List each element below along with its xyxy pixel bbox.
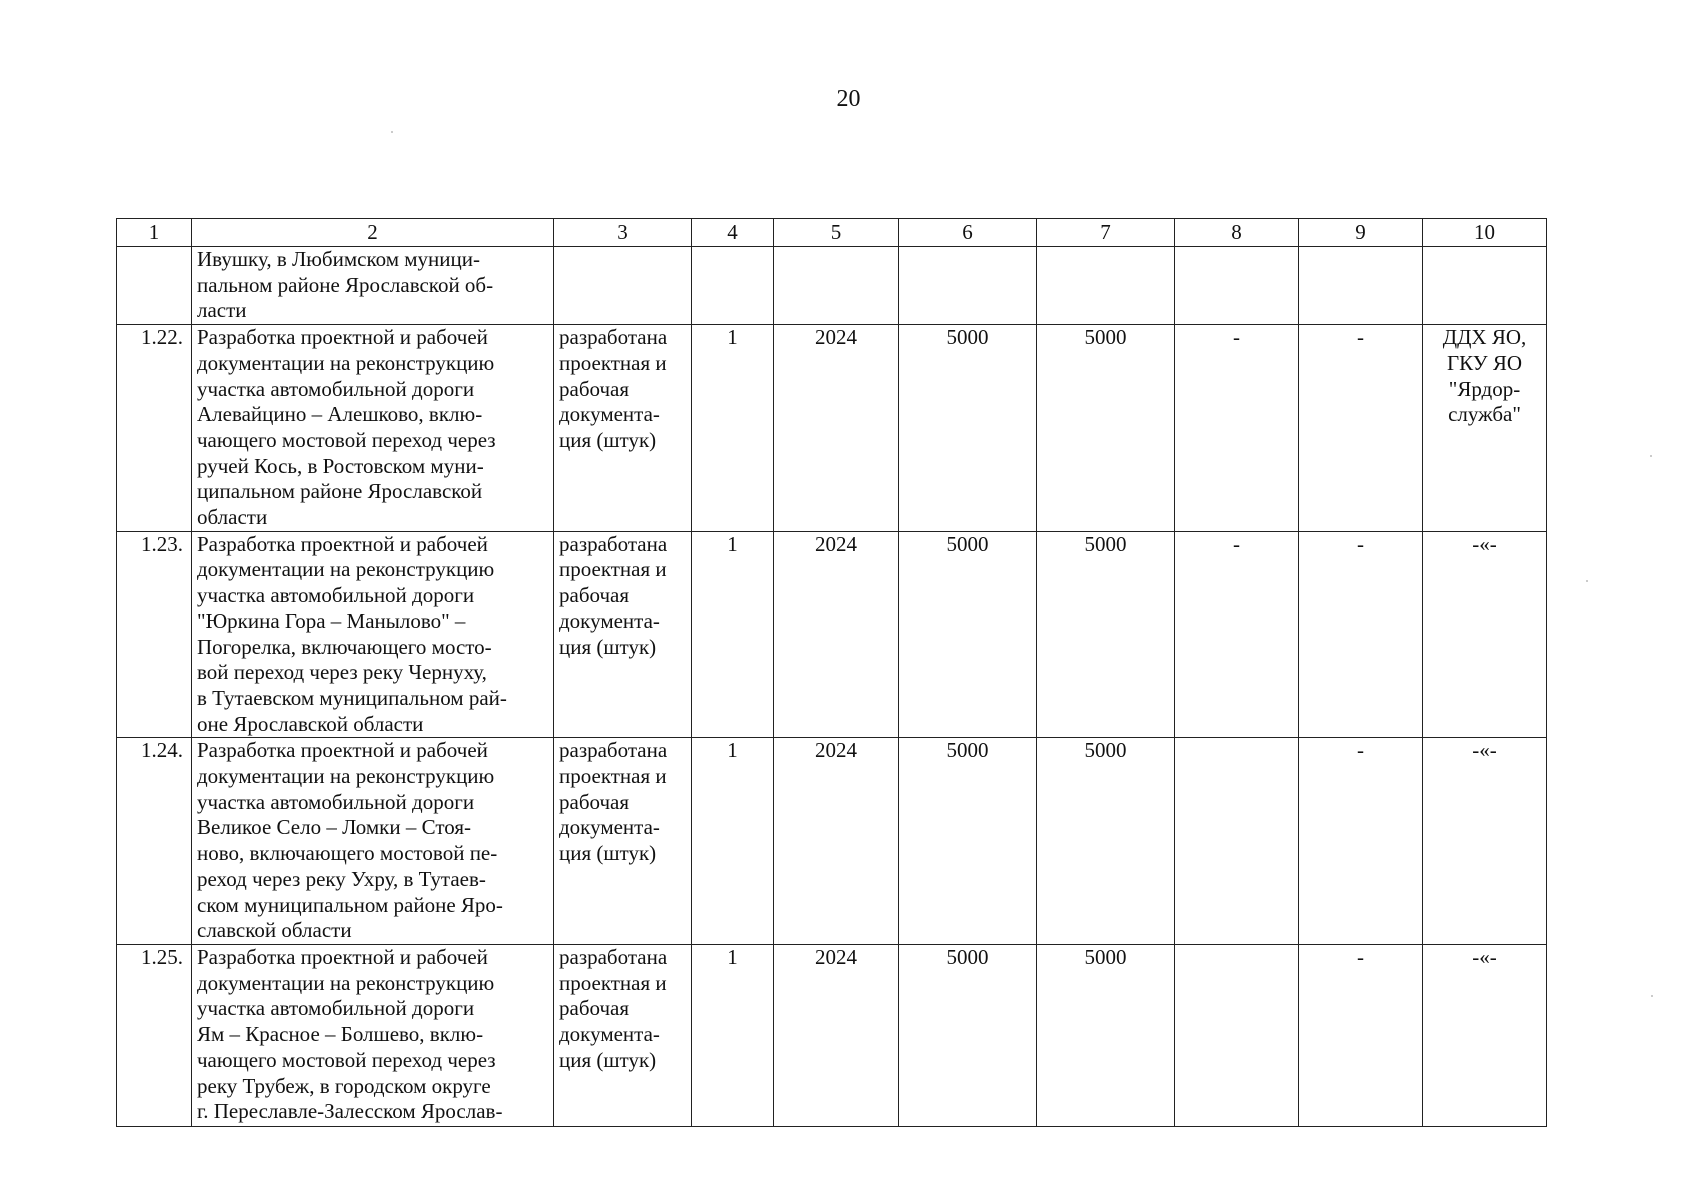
- column-number: 7: [1037, 219, 1175, 247]
- scan-speck: [1586, 580, 1588, 582]
- amount-cell: -: [1299, 738, 1423, 945]
- table-row: [117, 247, 1547, 325]
- column-number: 2: [192, 219, 554, 247]
- column-number: 6: [899, 219, 1037, 247]
- amount-cell: 5000: [1037, 944, 1175, 1126]
- row-number: 1.23.: [117, 531, 192, 738]
- quantity-cell: 1: [692, 738, 774, 945]
- amount-cell: [1037, 247, 1175, 325]
- responsible-executor: -«-: [1423, 738, 1547, 945]
- amount-cell: 5000: [899, 531, 1037, 738]
- column-number: 10: [1423, 219, 1547, 247]
- year-cell: [774, 247, 899, 325]
- column-number: 3: [554, 219, 692, 247]
- quantity-cell: 1: [692, 944, 774, 1126]
- amount-cell: 5000: [1037, 325, 1175, 532]
- page-number: 20: [836, 86, 861, 112]
- quantity-cell: 1: [692, 325, 774, 532]
- quantity-cell: 1: [692, 531, 774, 738]
- amount-cell: -: [1299, 325, 1423, 532]
- row-number: 1.25.: [117, 944, 192, 1126]
- column-number: 8: [1175, 219, 1299, 247]
- table-row: [117, 944, 1547, 1126]
- amount-cell: -: [1175, 531, 1299, 738]
- column-number-row: [117, 219, 1547, 247]
- responsible-executor: ДДХ ЯО, ГКУ ЯО "Ярдор- служба": [1423, 325, 1547, 532]
- row-number: 1.24.: [117, 738, 192, 945]
- activity-description: Разработка проектной и рабочей документации на реконструкцию участка автомобильной дороги Алевайцино – Алешково, вклю- чающего мостовой переход через ручей Кось, в Ростовском муни- ципальном районе Ярославской области: [192, 325, 554, 532]
- expected-result: разработана проектная и рабочая документа- ция (штук): [554, 531, 692, 738]
- amount-cell: [1175, 247, 1299, 325]
- amount-cell: 5000: [1037, 531, 1175, 738]
- amount-cell: 5000: [899, 325, 1037, 532]
- expected-result: [554, 247, 692, 325]
- scan-speck: [391, 131, 393, 133]
- scan-speck: [1651, 995, 1653, 997]
- amount-cell: [1299, 247, 1423, 325]
- expected-result: разработана проектная и рабочая документа- ция (штук): [554, 738, 692, 945]
- column-number: 4: [692, 219, 774, 247]
- row-number: [117, 247, 192, 325]
- scan-speck: [1650, 455, 1652, 457]
- amount-cell: [1175, 944, 1299, 1126]
- activity-description: Разработка проектной и рабочей документации на реконструкцию участка автомобильной дороги "Юркина Гора – Манылово" – Погорелка, включающего мосто- вой переход через реку Чернуху, в Тутаевском муниципальном рай- оне Ярославской области: [192, 531, 554, 738]
- amount-cell: 5000: [1037, 738, 1175, 945]
- expected-result: разработана проектная и рабочая документа- ция (штук): [554, 325, 692, 532]
- year-cell: 2024: [774, 531, 899, 738]
- column-number: 9: [1299, 219, 1423, 247]
- table-row: [117, 325, 1547, 532]
- amount-cell: -: [1299, 531, 1423, 738]
- activity-description: Разработка проектной и рабочей документации на реконструкцию участка автомобильной дороги Ям – Красное – Болшево, вклю- чающего мостовой переход через реку Трубеж, в городском округе г. Переславле-Залесском Ярослав-: [192, 944, 554, 1126]
- column-number: 1: [117, 219, 192, 247]
- activity-description: Ивушку, в Любимском муници- пальном районе Ярославской об- ласти: [192, 247, 554, 325]
- quantity-cell: [692, 247, 774, 325]
- amount-cell: -: [1175, 325, 1299, 532]
- amount-cell: 5000: [899, 738, 1037, 945]
- year-cell: 2024: [774, 944, 899, 1126]
- amount-cell: [899, 247, 1037, 325]
- activity-description: Разработка проектной и рабочей документации на реконструкцию участка автомобильной дороги Великое Село – Ломки – Стоя- ново, включающего мостовой пе- реход через реку Ухру, в Тутаев- ском муниципальном районе Яро- славской области: [192, 738, 554, 945]
- amount-cell: [1175, 738, 1299, 945]
- responsible-executor: -«-: [1423, 944, 1547, 1126]
- year-cell: 2024: [774, 325, 899, 532]
- expected-result: разработана проектная и рабочая документа- ция (штук): [554, 944, 692, 1126]
- amount-cell: 5000: [899, 944, 1037, 1126]
- responsible-executor: -«-: [1423, 531, 1547, 738]
- responsible-executor: [1423, 247, 1547, 325]
- table-row: [117, 738, 1547, 945]
- row-number: 1.22.: [117, 325, 192, 532]
- table-row: [117, 531, 1547, 738]
- amount-cell: -: [1299, 944, 1423, 1126]
- column-number: 5: [774, 219, 899, 247]
- year-cell: 2024: [774, 738, 899, 945]
- program-activities-table: [116, 218, 1547, 1127]
